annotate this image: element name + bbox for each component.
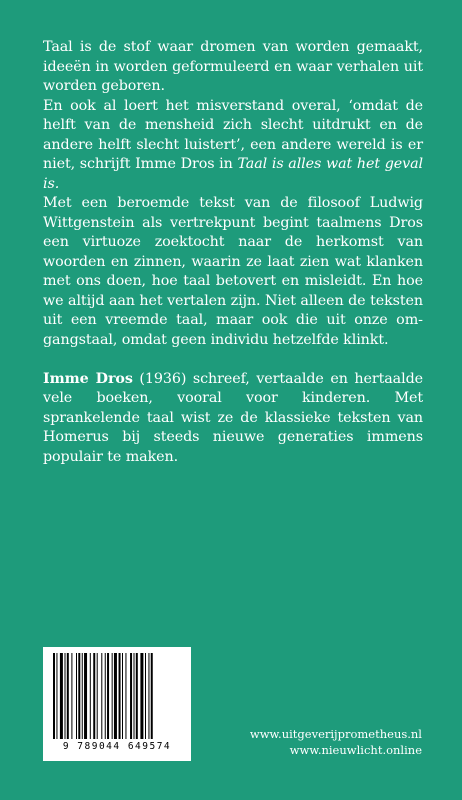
barcode-bar (67, 653, 69, 739)
barcode-bar (136, 653, 138, 739)
barcode-bar (60, 653, 63, 739)
barcode-bar (114, 653, 117, 739)
isbn-digits: 9 789044 649574 (62, 741, 172, 752)
nieuwlicht-url: www.nieuwlicht.online (289, 743, 422, 757)
barcode-bar (122, 653, 123, 739)
barcode-bar (90, 653, 91, 739)
barcode-bar (119, 653, 121, 739)
back-cover-text (43, 38, 423, 467)
paragraph-misunderstanding-text: En ook al loert het misverstand overal, ‘omdat de helft van de mensheid zich slecht uitdrukt en de andere helft slecht luistert’, een andere wereld is er niet, schrijft Imme Dros in (43, 97, 423, 172)
barcode-bar (84, 653, 87, 739)
isbn-barcode (43, 647, 191, 761)
barcode-bar (78, 653, 80, 739)
paragraph-misunderstanding (43, 97, 423, 195)
author-bio (43, 370, 423, 468)
barcode-bar (130, 653, 132, 739)
author-name: Imme Dros (43, 370, 133, 387)
paragraph-wittgenstein: Met een beroemde tekst van de filosoof Ludwig Wittgenstein als vertrekpunt begint taalmens Dros een virtuoze zoektocht naar de herkomst van woorden en zinnen, waarin ze laat zien wat klanken met ons doen, hoe taal betovert en misleidt. En hoe we altijd aan het vertalen zijn. Niet alleen de teksten uit een vreemde taal, maar ook die uit onze omgangstaal, omdat geen individu hetzelfde klinkt. (43, 195, 423, 348)
barcode-bar (107, 653, 109, 739)
barcode-bar (125, 653, 126, 739)
barcode-bar (145, 653, 146, 739)
barcode-bar (140, 653, 143, 739)
barcode-bar (134, 653, 135, 739)
barcode-bar (151, 653, 153, 739)
barcode-bar (93, 653, 95, 739)
barcode-bars (51, 653, 183, 739)
barcode-bar (105, 653, 106, 739)
barcode-bar (112, 653, 113, 739)
barcode-bar (76, 653, 77, 739)
publisher-urls (250, 726, 422, 758)
barcode-bar (97, 653, 98, 739)
barcode-bar (56, 653, 57, 739)
barcode-bar (148, 653, 149, 739)
publisher-url: www.uitgeverijprometheus.nl (249, 727, 422, 741)
barcode-bar (71, 653, 72, 739)
barcode-bar (101, 653, 102, 739)
barcode-bar (82, 653, 83, 739)
author-bio-text: (1936) schreef, vertaalde en hertaalde vele boeken, vooral voor kinderen. Met sprankelende taal wist ze de klassieke teksten van Homerus bij steeds nieuwe generaties immens populair te maken. (43, 370, 423, 465)
barcode-bar (53, 653, 55, 739)
barcode-bar (65, 653, 66, 739)
book-title: Taal is alles wat het geval is. (43, 156, 423, 192)
paragraph-intro: Taal is de stof waar dromen van worden gemaakt, ideeën in worden geformuleerd en waar verhalen uit worden geboren. (43, 39, 423, 94)
